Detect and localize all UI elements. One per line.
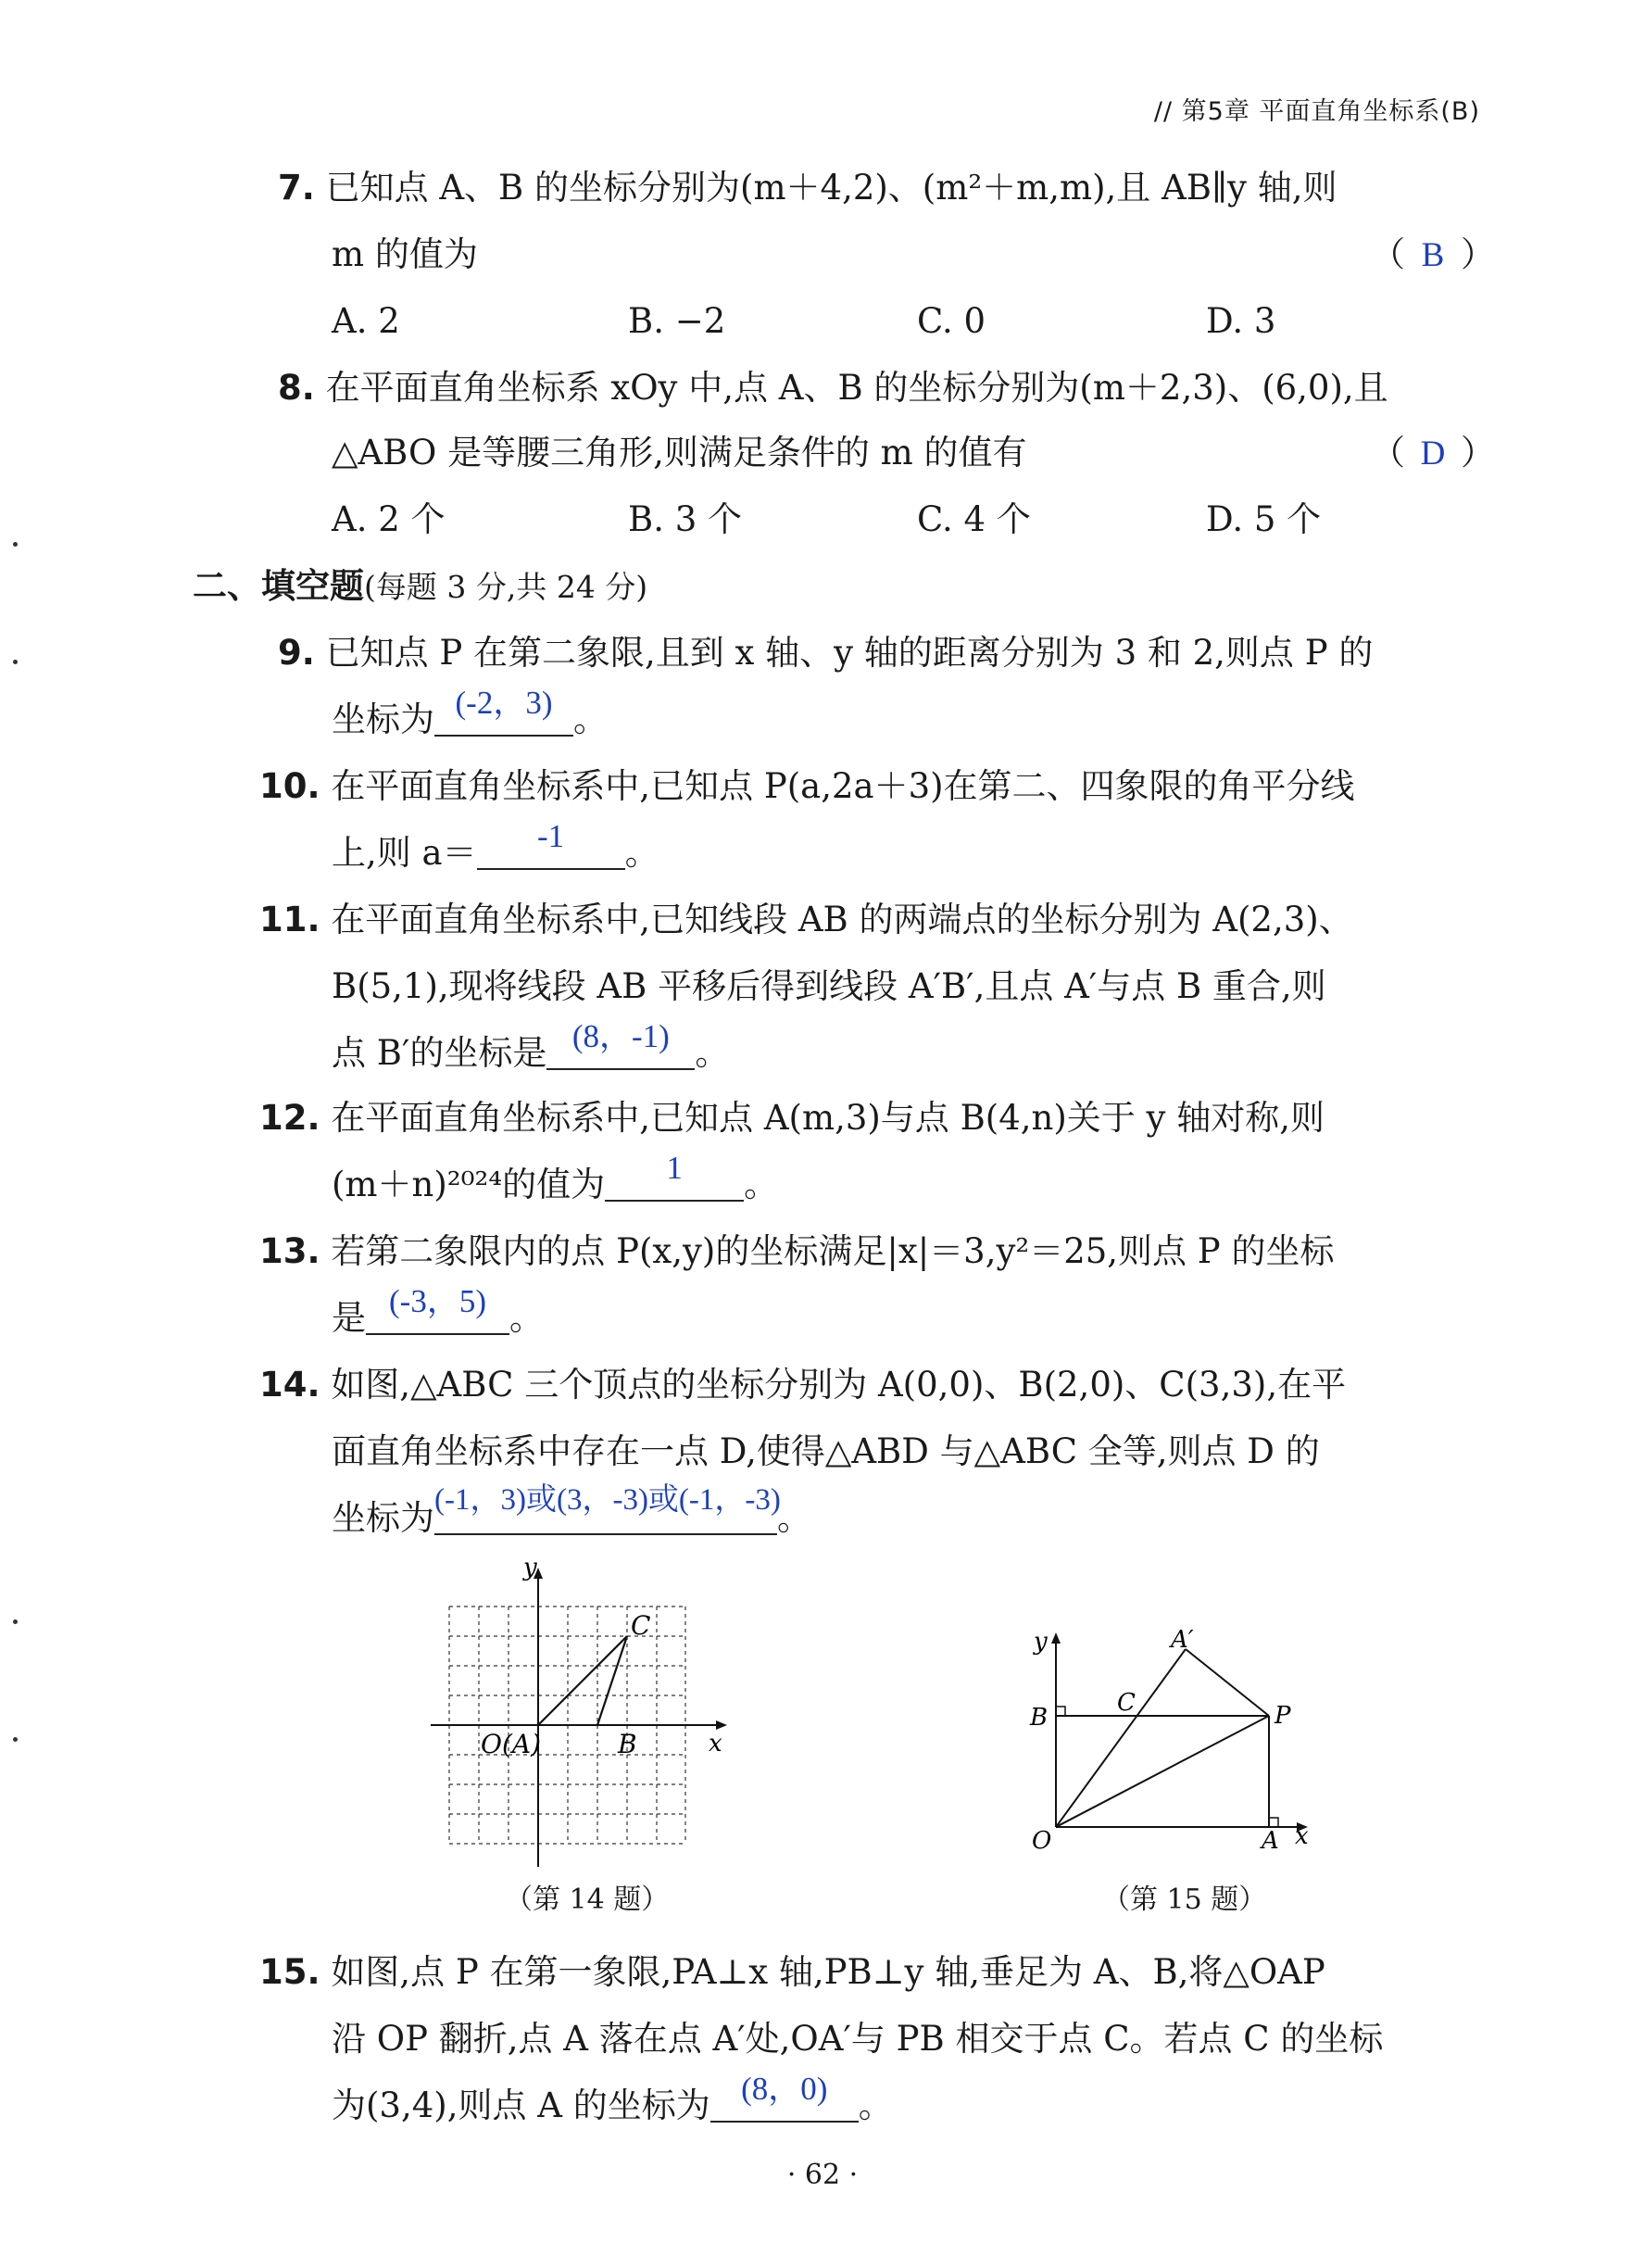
q8-stem-1: 在平面直角坐标系 xOy 中,点 A、B 的坐标分别为(m＋2,3)、(6,0),且 <box>325 368 1388 408</box>
q9-stem-2: 坐标为 <box>332 699 434 739</box>
q7-line1 <box>278 168 1337 208</box>
q11-line2: B(5,1),现将线段 AB 平移后得到线段 A′B′,且点 A′与点 B 重合,则 <box>332 966 1326 1006</box>
q10-blank <box>477 818 625 870</box>
fig14-x-arrow <box>716 1720 727 1730</box>
q13-answer: (-3，5) <box>389 1283 486 1319</box>
q15-blank <box>710 2071 859 2123</box>
q11-stem-1: 在平面直角坐标系中,已知线段 AB 的两端点的坐标分别为 A(2,3)、 <box>331 900 1353 939</box>
fig15-caption: （第 15 题） <box>1102 1884 1267 1916</box>
fig15-label-y: y <box>1034 1628 1048 1656</box>
q12-line2 <box>332 1150 779 1204</box>
q11-answer: (8，-1) <box>571 1018 670 1054</box>
q13-line1 <box>259 1231 1335 1271</box>
q7-option-c: C. 0 <box>917 301 986 341</box>
q8-line2: △ABO 是等腰三角形,则满足条件的 m 的值有 <box>332 433 1027 472</box>
q9-blank <box>434 685 573 737</box>
section-note: (每题 3 分,共 24 分) <box>364 569 648 605</box>
fig14-label-x: x <box>709 1730 722 1758</box>
q9-stem-1: 已知点 P 在第二象限,且到 x 轴、y 轴的距离分别为 3 和 2,则点 P 的 <box>325 633 1374 673</box>
q12-stem-1: 在平面直角坐标系中,已知点 A(m,3)与点 B(4,n)关于 y 轴对称,则 <box>331 1098 1325 1138</box>
q10-answer: -1 <box>537 818 565 854</box>
q8-number: 8. <box>278 368 315 408</box>
q11-number: 11. <box>259 900 320 939</box>
q14-stem-3: 坐标为 <box>332 1498 434 1538</box>
q10-line2 <box>332 818 659 873</box>
q12-period: 。 <box>744 1165 779 1204</box>
margin-dot <box>13 660 18 664</box>
q8-line1 <box>278 368 1388 408</box>
q10-line1 <box>259 766 1355 806</box>
q13-stem-2: 是 <box>332 1298 366 1338</box>
q15-answer: (8，0) <box>741 2071 828 2107</box>
q8-answer: D <box>1420 435 1446 472</box>
q14-period: 。 <box>777 1498 811 1538</box>
fig14-triangle <box>538 1636 627 1725</box>
fig15-label-x: x <box>1295 1822 1309 1850</box>
q15-line3 <box>332 2071 893 2125</box>
q7-option-b: B. −2 <box>628 301 726 341</box>
q9-answer: (-2，3) <box>455 685 553 721</box>
q15-period: 。 <box>858 2085 893 2125</box>
q9-period: 。 <box>573 699 608 739</box>
q8-option-d: D. 5 个 <box>1206 499 1322 539</box>
q8-option-c: C. 4 个 <box>917 499 1031 539</box>
q7-number: 7. <box>278 168 315 208</box>
q7-option-a: A. 2 <box>332 301 400 341</box>
q9-line2 <box>332 685 608 739</box>
q9-line1 <box>278 633 1374 673</box>
section-title <box>193 565 648 606</box>
figure-14 <box>421 1556 741 1871</box>
q12-stem-2: (m＋n)²⁰²⁴的值为 <box>332 1165 606 1204</box>
q10-number: 10. <box>259 766 320 806</box>
fig15-label-p: P <box>1275 1702 1291 1730</box>
q7-answer: B <box>1421 236 1445 274</box>
q13-number: 13. <box>259 1231 320 1271</box>
margin-dot <box>13 1737 18 1742</box>
q11-blank <box>546 1018 695 1070</box>
q12-blank <box>605 1150 744 1202</box>
fig15-a1p <box>1186 1649 1269 1716</box>
q7-answer-bracket: （ B ） <box>1371 234 1495 274</box>
q14-line1 <box>259 1365 1347 1405</box>
page-header: // 第5章 平面直角坐标系(B) <box>1153 97 1480 126</box>
q15-stem-1: 如图,点 P 在第一象限,PA⊥x 轴,PB⊥y 轴,垂足为 A、B,将△OAP <box>331 1952 1325 1992</box>
fig15-oa1 <box>1056 1649 1186 1827</box>
fig15-label-b: B <box>1030 1704 1049 1732</box>
fig15-y-arrow <box>1051 1632 1061 1644</box>
q13-line2 <box>332 1283 544 1338</box>
fig15-label-a1: A′ <box>1171 1626 1194 1654</box>
q14-answer: (-1，3)或(3，-3)或(-1，-3) <box>434 1483 781 1517</box>
section-title-text: 二、填空题 <box>193 565 364 606</box>
q11-line1 <box>259 902 1353 937</box>
margin-dot <box>13 542 18 547</box>
q9-number: 9. <box>278 633 315 673</box>
fig15-right-angle-b <box>1056 1707 1065 1716</box>
q13-stem-1: 若第二象限内的点 P(x,y)的坐标满足|x|＝3,y²＝25,则点 P 的坐标 <box>331 1231 1335 1271</box>
q12-answer: 1 <box>666 1150 683 1186</box>
q14-blank <box>434 1483 781 1535</box>
fig15-label-o: O <box>1032 1827 1052 1855</box>
q8-option-b: B. 3 个 <box>628 499 743 539</box>
q14-line3 <box>332 1483 811 1538</box>
figure-15 <box>1019 1621 1334 1867</box>
fig15-label-a: A <box>1262 1827 1279 1855</box>
q7-stem-1: 已知点 A、B 的坐标分别为(m＋4,2)、(m²＋m,m),且 AB∥y 轴,则 <box>325 168 1337 208</box>
fig15-label-c: C <box>1117 1689 1136 1717</box>
q8-answer-bracket: （ D ） <box>1371 433 1495 472</box>
q12-number: 12. <box>259 1098 320 1138</box>
fig15-right-angle-a <box>1269 1818 1278 1827</box>
q11-stem-3: 点 B′的坐标是 <box>332 1033 547 1073</box>
q14-line2: 面直角坐标系中存在一点 D,使得△ABD 与△ABC 全等,则点 D 的 <box>332 1431 1320 1471</box>
q15-number: 15. <box>259 1952 320 1992</box>
margin-dot <box>13 1619 18 1624</box>
fig14-label-b: B <box>618 1729 637 1759</box>
q12-line1 <box>259 1098 1325 1138</box>
q14-stem-1: 如图,△ABC 三个顶点的坐标分别为 A(0,0)、B(2,0)、C(3,3),在平 <box>331 1365 1347 1405</box>
page-number: · 62 · <box>786 2159 859 2191</box>
q13-blank <box>366 1283 509 1335</box>
fig15-op <box>1056 1716 1269 1827</box>
fig14-caption: （第 14 题） <box>505 1884 670 1916</box>
q10-period: 。 <box>624 833 659 873</box>
fig14-label-o: O(A) <box>481 1729 542 1759</box>
q11-line3 <box>332 1018 730 1073</box>
q8-option-a: A. 2 个 <box>332 499 446 539</box>
q10-stem-1: 在平面直角坐标系中,已知点 P(a,2a＋3)在第二、四象限的角平分线 <box>331 766 1355 806</box>
fig14-label-y: y <box>523 1556 537 1581</box>
q15-stem-3: 为(3,4),则点 A 的坐标为 <box>332 2085 710 2125</box>
q10-stem-2: 上,则 a＝ <box>332 833 477 873</box>
q13-period: 。 <box>509 1298 544 1338</box>
q15-line2: 沿 OP 翻折,点 A 落在点 A′处,OA′与 PB 相交于点 C。若点 C 的坐标 <box>332 2019 1384 2059</box>
q15-line1 <box>259 1952 1325 1992</box>
q11-period: 。 <box>695 1033 730 1073</box>
fig14-label-c: C <box>631 1610 651 1641</box>
q14-number: 14. <box>259 1365 320 1405</box>
q7-option-d: D. 3 <box>1206 301 1276 341</box>
q7-line2: m 的值为 <box>332 234 478 274</box>
